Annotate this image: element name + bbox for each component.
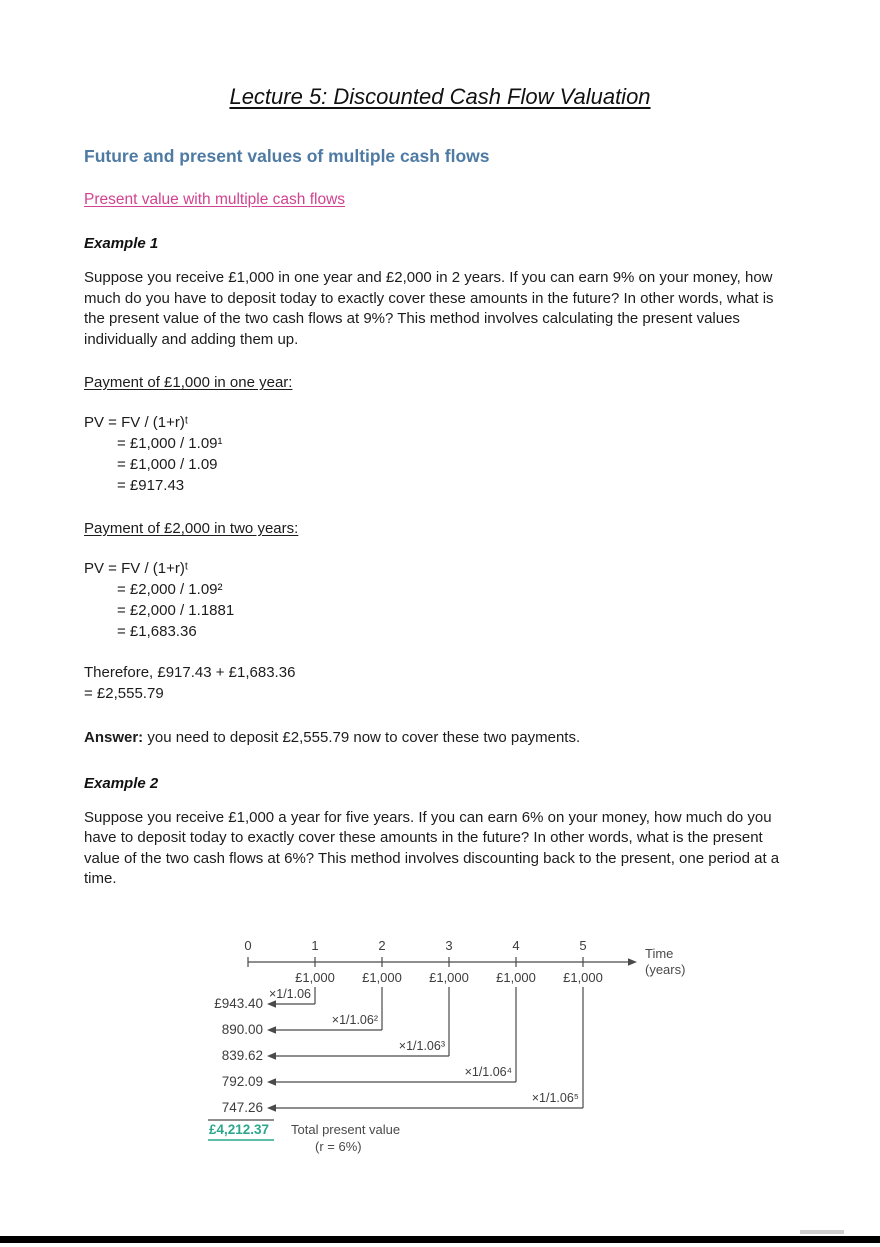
page-title: Lecture 5: Discounted Cash Flow Valuation — [229, 84, 651, 109]
discount-factor-label: ×1/1.06³ — [398, 1038, 445, 1053]
time-axis-label: Time — [645, 945, 674, 961]
payment1-step-1: = £1,000 / 1.09¹ — [117, 435, 223, 452]
payment2-formula: PV = FV / (1+r)ᵗ — [84, 560, 189, 577]
discount-arrowhead-icon — [267, 1078, 276, 1086]
timeline-year-label: 4 — [512, 937, 520, 953]
timeline-year-label: 5 — [579, 937, 587, 953]
answer-text: you need to deposit £2,555.79 now to cover these two payments. — [143, 729, 581, 746]
cashflow-label: £1,000 — [362, 969, 402, 985]
payment2-heading: Payment of £2,000 in two years: — [84, 520, 299, 537]
timeline-year-label: 2 — [378, 937, 386, 953]
timeline-svg — [195, 934, 715, 1162]
payment1-step-3: = £917.43 — [117, 477, 185, 494]
payment1-step-2: = £1,000 / 1.09 — [117, 456, 218, 473]
present-value-label: 747.26 — [221, 1099, 263, 1115]
sum-line-1: Therefore, £917.43 + £1,683.36 — [84, 664, 296, 681]
answer-label: Answer: — [84, 729, 144, 746]
discount-factor-label: ×1/1.06⁴ — [464, 1064, 512, 1079]
discount-factor-label: ×1/1.06 — [268, 986, 311, 1001]
discount-arrowhead-icon — [267, 1026, 276, 1034]
example1-heading: Example 1 — [84, 235, 159, 252]
footer-bar — [0, 1236, 880, 1243]
present-value-label: 839.62 — [221, 1047, 263, 1063]
cash-flow-timeline-diagram — [195, 934, 796, 1167]
cashflow-label: £1,000 — [563, 969, 603, 985]
discount-factor-label: ×1/1.06² — [331, 1012, 378, 1027]
cashflow-label: £1,000 — [496, 969, 536, 985]
total-present-value-label: Total present value — [291, 1121, 401, 1137]
discount-factor-label: ×1/1.06⁵ — [531, 1090, 579, 1105]
footer-fine-print — [800, 1230, 844, 1234]
cashflow-label: £1,000 — [429, 969, 469, 985]
time-axis-units-label: (years) — [645, 961, 686, 977]
example1-intro: Suppose you receive £1,000 in one year and £2,000 in 2 years. If you can earn 9% on your money, how much do you have to deposit today to exactly cover these amounts in the future? In other words, what is the present value of the two cash flows at 9%? This method involves calculating the present values individually and adding them up. — [84, 269, 774, 348]
present-value-label: 890.00 — [221, 1021, 263, 1037]
subsection-link[interactable]: Present value with multiple cash flows — [84, 191, 346, 208]
timeline-year-label: 1 — [311, 937, 319, 953]
time-axis-arrowhead-icon — [628, 958, 637, 966]
payment2-step-3: = £1,683.36 — [117, 623, 197, 640]
answer-line — [84, 728, 796, 749]
document-content — [0, 84, 880, 1167]
sum-line-2: = £2,555.79 — [84, 685, 164, 702]
timeline-year-label: 0 — [244, 937, 252, 953]
total-present-value: £4,212.37 — [208, 1121, 269, 1137]
discount-arrowhead-icon — [267, 1052, 276, 1060]
cashflow-label: £1,000 — [295, 969, 335, 985]
example2-intro: Suppose you receive £1,000 a year for five years. If you can earn 6% on your money, how much do you have to deposit today to exactly cover these amounts in the future? In other words, what is the present value of the two cash flows at 6%? This method involves discounting back to the present, one period at a time. — [84, 808, 780, 887]
timeline-year-label: 3 — [445, 937, 453, 953]
section-heading: Future and present values of multiple cash flows — [84, 146, 490, 166]
discount-rate-label: (r = 6%) — [315, 1138, 362, 1154]
example2-heading: Example 2 — [84, 774, 159, 792]
present-value-label: 792.09 — [221, 1073, 263, 1089]
discount-arrowhead-icon — [267, 1000, 276, 1008]
payment2-step-1: = £2,000 / 1.09² — [117, 581, 223, 598]
payment1-formula: PV = FV / (1+r)ᵗ — [84, 414, 189, 431]
sum-block — [84, 662, 796, 704]
present-value-label: £943.40 — [214, 995, 263, 1011]
payment1-heading: Payment of £1,000 in one year: — [84, 374, 293, 391]
payment2-step-2: = £2,000 / 1.1881 — [117, 602, 235, 619]
discount-arrowhead-icon — [267, 1104, 276, 1112]
